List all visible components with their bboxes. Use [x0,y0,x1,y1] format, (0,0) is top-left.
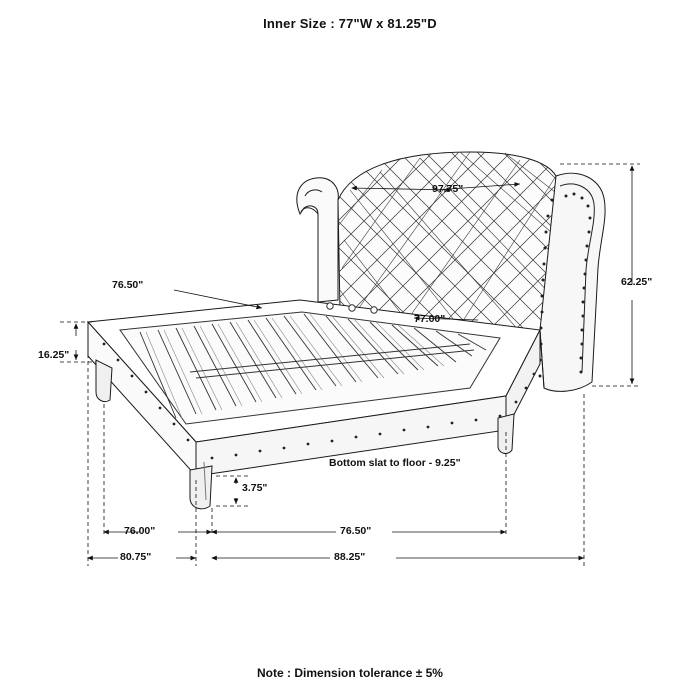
dimension-depth-total: 88.25" [334,551,366,563]
dimension-headboard-width: 97.75" [432,183,464,195]
dimension-leg-height: 3.75" [242,482,268,494]
page-title: Inner Size : 77"W x 81.25"D [263,16,437,31]
dimension-depth-inner: 76.50" [340,525,372,537]
dimension-platform-width: 76.50" [112,279,144,291]
dimension-headboard-height: 62.25" [621,276,653,288]
dimension-inner-width: 77.00" [414,313,446,325]
dimension-base-front-width: 76.00" [124,525,156,537]
dimension-side-rail-height: 16.25" [38,349,70,361]
note-bottom-slat-to-floor: Bottom slat to floor - 9.25" [329,457,461,469]
tolerance-note: Note : Dimension tolerance ± 5% [257,666,443,680]
dimension-base-total-width: 80.75" [120,551,152,563]
